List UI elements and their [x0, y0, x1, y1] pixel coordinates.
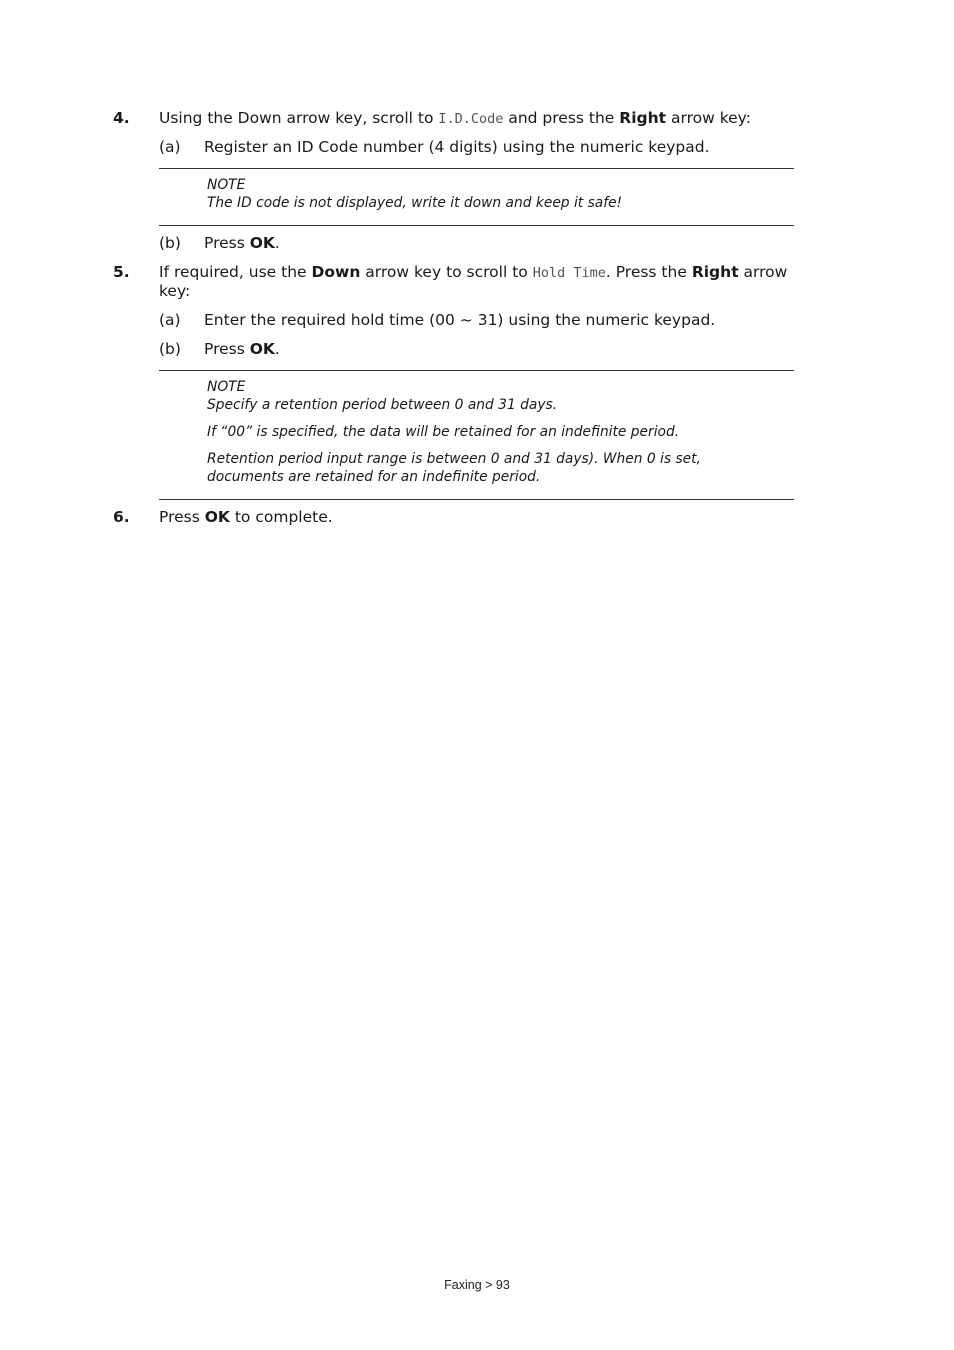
step-5-text — [159, 263, 787, 283]
step-4-text-c: arrow key: — [666, 109, 751, 127]
note-1-title: NOTE — [207, 177, 246, 193]
step-5-text-d: arrow — [738, 263, 788, 281]
step-4-text-b: and press the — [503, 109, 620, 127]
note-2-bottom-rule — [159, 499, 794, 500]
step-5b-text-a: Press — [204, 340, 250, 358]
step-5-text-continued: key: — [159, 282, 191, 300]
step-4a-text: Register an ID Code number (4 digits) using the numeric keypad. — [204, 138, 710, 156]
note-1-bottom-rule — [159, 225, 794, 226]
step-4b-label: (b) — [159, 234, 181, 252]
step-5-text-c: . Press the — [605, 263, 692, 281]
right-key-label: Right — [619, 109, 667, 127]
note-1-top-rule — [159, 168, 794, 169]
step-4-text-a: Using the Down arrow key, scroll to — [159, 109, 439, 127]
step-5b-label: (b) — [159, 340, 181, 358]
note-2-line-4: documents are retained for an indefinite period. — [207, 469, 541, 485]
step-5a-text: Enter the required hold time (00 ~ 31) using the numeric keypad. — [204, 311, 716, 329]
note-2-title: NOTE — [207, 379, 246, 395]
note-2-line-1: Specify a retention period between 0 and 31 days. — [207, 397, 558, 413]
note-2-line-2: If “00” is specified, the data will be retained for an indefinite period. — [207, 424, 680, 440]
step-5-number: 5. — [113, 263, 130, 281]
note-2-line-3: Retention period input range is between 0 and 31 days). When 0 is set, — [207, 451, 701, 467]
step-4b-text — [204, 234, 280, 253]
ok-key-label: OK — [204, 508, 230, 526]
step-5-text-a: If required, use the — [159, 263, 312, 281]
step-4b-text-a: Press — [204, 234, 250, 252]
step-4-text — [159, 109, 751, 129]
note-1-text: The ID code is not displayed, write it down and keep it safe! — [207, 195, 623, 211]
page-footer: Faxing > 93 — [444, 1278, 510, 1292]
note-2-top-rule — [159, 370, 794, 371]
step-5b-end: . — [274, 340, 280, 358]
down-key-label: Down — [311, 263, 361, 281]
step-4-number: 4. — [113, 109, 130, 127]
ok-key-label: OK — [249, 234, 275, 252]
step-6-text-a: Press — [159, 508, 205, 526]
step-5b-text — [204, 340, 280, 359]
step-4b-end: . — [274, 234, 280, 252]
step-4a-label: (a) — [159, 138, 181, 156]
right-key-label: Right — [691, 263, 739, 281]
step-6-number: 6. — [113, 508, 130, 526]
step-6-text-b: to complete. — [229, 508, 333, 526]
step-6-text — [159, 508, 333, 527]
step-5a-label: (a) — [159, 311, 181, 329]
hold-time-menu-item: Hold Time — [532, 265, 606, 281]
id-code-menu-item: I.D.Code — [438, 111, 504, 127]
ok-key-label: OK — [249, 340, 275, 358]
step-5-text-b: arrow key to scroll to — [360, 263, 533, 281]
